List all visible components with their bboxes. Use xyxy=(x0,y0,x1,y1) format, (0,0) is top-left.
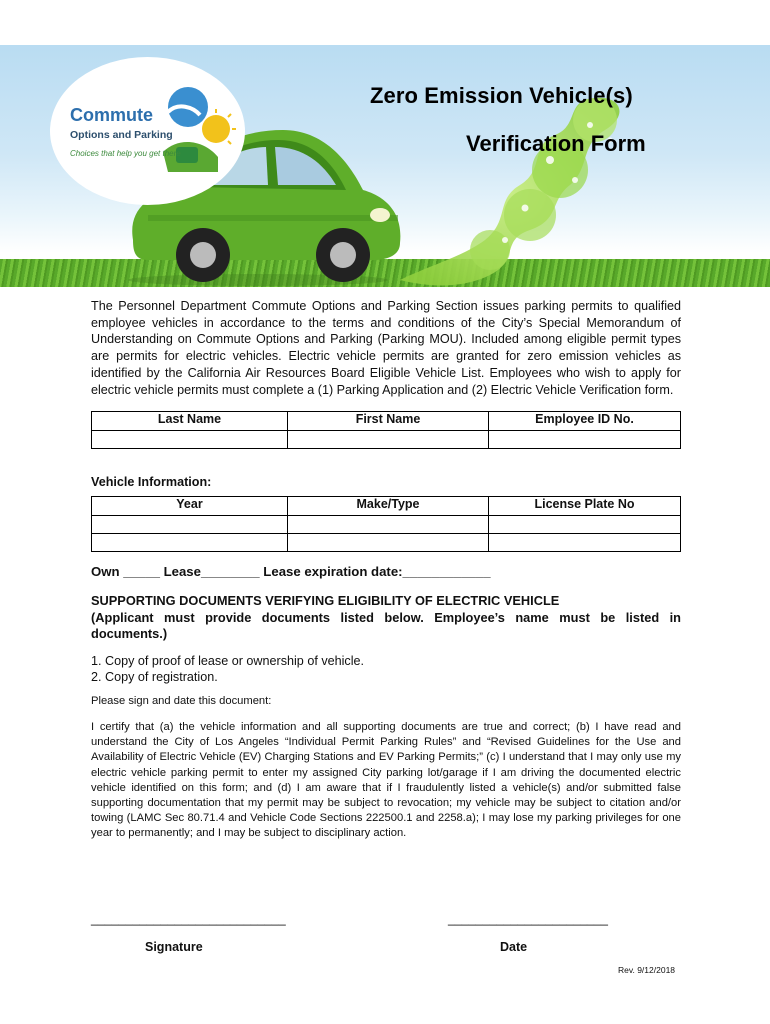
employee-table-header xyxy=(92,412,681,431)
vehicle-table xyxy=(91,496,681,552)
header-license-plate: License Plate No xyxy=(489,497,681,516)
vehicle-table-header xyxy=(92,497,681,516)
date-label: Date xyxy=(500,940,528,954)
table-row xyxy=(92,516,681,534)
supporting-docs-note: (Applicant must provide documents listed below. Employee’s name must be listed in documents.) xyxy=(91,609,681,642)
vehicle-info-label: Vehicle Information: xyxy=(91,475,212,490)
sign-prompt: Please sign and date this document: xyxy=(91,694,272,707)
list-item: 2. Copy of registration. xyxy=(91,670,218,685)
employee-id-field[interactable] xyxy=(489,431,681,449)
make-type-field[interactable] xyxy=(288,516,489,534)
date-line[interactable]: _______________________ xyxy=(448,912,608,926)
logo-title: Commute xyxy=(70,105,154,125)
logo-artwork xyxy=(158,77,238,177)
intro-paragraph: The Personnel Department Commute Options and Parking Section issues parking permits to qualified employee vehicles in accordance to the terms and conditions of the City’s Special Memorandum of Understanding on Commute Options and Parking (Parking MOU). Included among eligible permit types are permits for electric vehicles. Electric vehicle permits are granted for zero emission vehicles as identified by the California Air Resources Board Eligible Vehicle List. Employees who wish to apply for electric vehicle permits must complete a (1) Parking Application and (2) Electric Vehicle Verification form. xyxy=(91,299,681,397)
year-field[interactable] xyxy=(92,516,288,534)
ownership-lease-line[interactable]: Own _____ Lease________ Lease expiration date:____________ xyxy=(91,564,491,580)
form-body xyxy=(91,298,681,842)
make-type-field[interactable] xyxy=(288,534,489,552)
list-item: 1. Copy of proof of lease or ownership of vehicle. xyxy=(91,653,365,668)
table-row xyxy=(92,534,681,552)
revision-date: Rev. 9/12/2018 xyxy=(618,965,676,975)
year-field[interactable] xyxy=(92,534,288,552)
supporting-docs-heading: SUPPORTING DOCUMENTS VERIFYING ELIGIBILITY OF ELECTRIC VEHICLE xyxy=(91,593,560,609)
signature-line[interactable]: ____________________________ xyxy=(91,912,286,926)
commute-options-logo xyxy=(50,57,245,205)
logo-subtitle: Options and Parking xyxy=(70,129,173,141)
header-make-type: Make/Type xyxy=(288,497,489,516)
table-row xyxy=(92,431,681,449)
license-plate-field[interactable] xyxy=(489,516,681,534)
certification-paragraph: I certify that (a) the vehicle information and all supporting documents are true and correct; (b) I have read and understand the City of Los Angeles “Individual Permit Parking Rules” and “Revised Guidelines for the Use and Availability of Electric Vehicle (EV) Charging Stations and EV Parking Permits;” (c) I understand that I may only use my electric vehicle parking permit to enter my assigned City parking lot/garage if I am driving the documented electric vehicle identified on this form; and (d) I am aware that if I fraudulently listed a vehicle(s) and/or submitted false supporting documentation that my permit may be subject to revocation; my vehicle may be subject to citation and/or towing (LAMC Sec 80.71.4 and Vehicle Code Sections 222500.1 and 2258.a); I may lose my parking privileges for one year to permanently; and I may be subject to disciplinary action. xyxy=(91,720,681,840)
header-last-name: Last Name xyxy=(92,412,288,431)
form-title-line2: Verification Form xyxy=(466,131,646,156)
first-name-field[interactable] xyxy=(288,431,489,449)
signature-label: Signature xyxy=(145,940,203,954)
license-plate-field[interactable] xyxy=(489,534,681,552)
form-title-line1: Zero Emission Vehicle(s) xyxy=(370,83,633,108)
header-employee-id: Employee ID No. xyxy=(489,412,681,431)
header-banner xyxy=(0,45,770,287)
header-year: Year xyxy=(92,497,288,516)
logo-tagline: Choices that help you get there xyxy=(70,149,181,158)
employee-table xyxy=(91,411,681,449)
header-first-name: First Name xyxy=(288,412,489,431)
last-name-field[interactable] xyxy=(92,431,288,449)
exhaust-cloud-graphic xyxy=(380,90,650,287)
required-documents-list xyxy=(91,653,681,686)
